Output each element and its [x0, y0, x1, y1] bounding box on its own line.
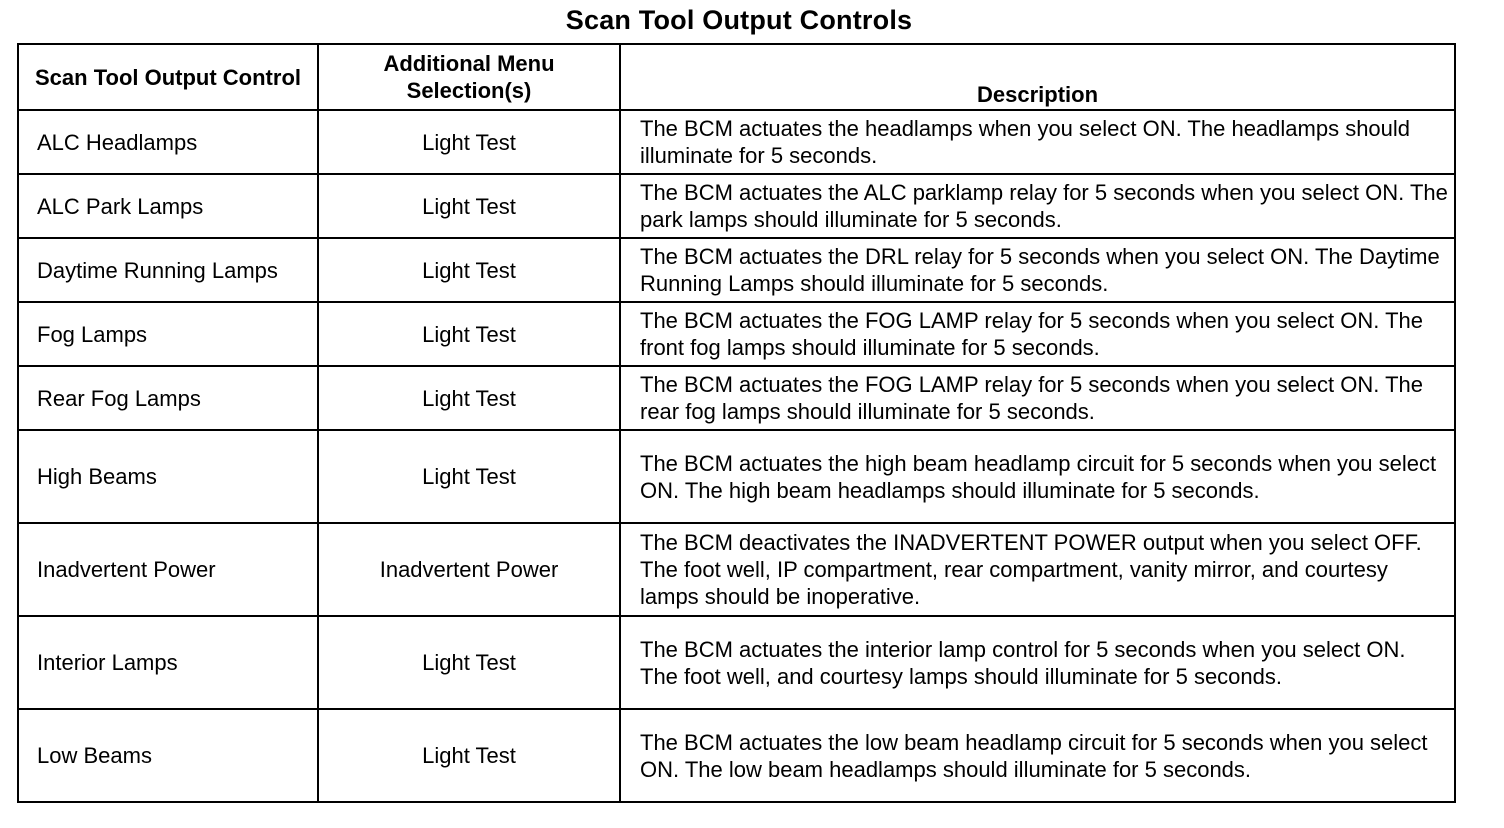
- table-header: [18, 44, 1455, 110]
- control-cell: ALC Headlamps: [18, 110, 318, 174]
- control-cell: High Beams: [18, 430, 318, 523]
- table-row: [18, 238, 1455, 302]
- menu-selection-cell: Light Test: [318, 302, 620, 366]
- menu-selection-cell: Inadvertent Power: [318, 523, 620, 616]
- page-title: Scan Tool Output Controls: [565, 5, 913, 35]
- description-cell: The BCM actuates the ALC parklamp relay for 5 seconds when you select ON. The park lamps should illuminate for 5 seconds.: [620, 174, 1455, 238]
- column-header-description: Description: [620, 44, 1455, 110]
- control-cell: Rear Fog Lamps: [18, 366, 318, 430]
- menu-selection-cell: Light Test: [318, 238, 620, 302]
- menu-selection-cell: Light Test: [318, 174, 620, 238]
- table-row: [18, 523, 1455, 616]
- table-row: [18, 709, 1455, 802]
- description-cell: The BCM actuates the headlamps when you select ON. The headlamps should illuminate for 5 seconds.: [620, 110, 1455, 174]
- table-row: [18, 110, 1455, 174]
- table-body: [18, 110, 1455, 802]
- table-row: [18, 174, 1455, 238]
- column-header-control: Scan Tool Output Control: [18, 44, 318, 110]
- menu-selection-cell: Light Test: [318, 430, 620, 523]
- description-cell: The BCM actuates the DRL relay for 5 seconds when you select ON. The Daytime Running Lamps should illuminate for 5 seconds.: [620, 238, 1455, 302]
- control-cell: Daytime Running Lamps: [18, 238, 318, 302]
- scan-tool-output-table: [17, 43, 1456, 803]
- description-cell: The BCM actuates the interior lamp control for 5 seconds when you select ON. The foot well, and courtesy lamps should illuminate for 5 seconds.: [620, 616, 1455, 709]
- table-row: [18, 616, 1455, 709]
- menu-selection-cell: Light Test: [318, 616, 620, 709]
- table-row: [18, 302, 1455, 366]
- control-cell: Fog Lamps: [18, 302, 318, 366]
- menu-selection-cell: Light Test: [318, 110, 620, 174]
- description-cell: The BCM actuates the low beam headlamp circuit for 5 seconds when you select ON. The low beam headlamps should illuminate for 5 seconds.: [620, 709, 1455, 802]
- control-cell: Low Beams: [18, 709, 318, 802]
- column-header-menu: Additional Menu Selection(s): [318, 44, 620, 110]
- description-cell: The BCM actuates the FOG LAMP relay for 5 seconds when you select ON. The front fog lamps should illuminate for 5 seconds.: [620, 302, 1455, 366]
- description-cell: The BCM actuates the high beam headlamp circuit for 5 seconds when you select ON. The high beam headlamps should illuminate for 5 seconds.: [620, 430, 1455, 523]
- description-cell: The BCM deactivates the INADVERTENT POWER output when you select OFF. The foot well, IP compartment, rear compartment, vanity mirror, and courtesy lamps should be inoperative.: [620, 523, 1455, 616]
- description-cell: The BCM actuates the FOG LAMP relay for 5 seconds when you select ON. The rear fog lamps should illuminate for 5 seconds.: [620, 366, 1455, 430]
- control-cell: ALC Park Lamps: [18, 174, 318, 238]
- control-cell: Interior Lamps: [18, 616, 318, 709]
- menu-selection-cell: Light Test: [318, 366, 620, 430]
- table-row: [18, 430, 1455, 523]
- control-cell: Inadvertent Power: [18, 523, 318, 616]
- menu-selection-cell: Light Test: [318, 709, 620, 802]
- header-row: [18, 44, 1455, 110]
- table-row: [18, 366, 1455, 430]
